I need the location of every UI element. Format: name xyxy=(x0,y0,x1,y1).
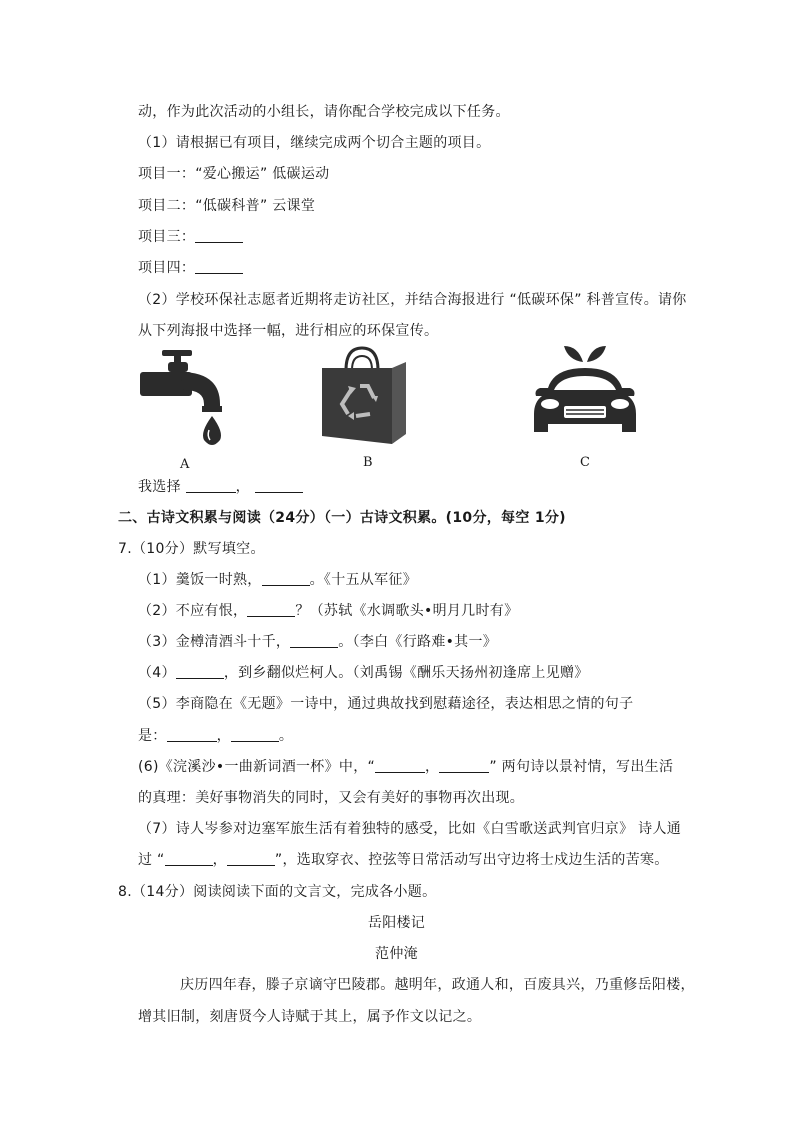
q7-line6-suffix: ” 两句诗以景衬情，写出生活 xyxy=(489,759,674,775)
q7-line3-prefix: （3）金樽清酒斗十千， xyxy=(138,634,291,650)
q7-line2 xyxy=(138,601,518,621)
q7-blank-5[interactable] xyxy=(167,727,217,742)
choose-label: 我选择 xyxy=(138,479,181,495)
task2-prompt-line2: 从下列海报中选择一幅，进行相应的环保宣传。 xyxy=(138,323,439,339)
option-a-label: A xyxy=(180,457,190,472)
section2-heading: 二、古诗文积累与阅读（24分）（一）古诗文积累。(10分，每空 1分) xyxy=(118,510,566,526)
q7-line5: （5）李商隐在《无题》一诗中，通过典故找到慰藉途径，表达相思之情的句子 xyxy=(138,696,634,712)
q7-line4 xyxy=(138,663,589,683)
q7-blank-9[interactable] xyxy=(165,851,213,866)
q7-line6-sep: ， xyxy=(425,759,440,775)
faucet-water-drop-icon xyxy=(140,346,230,451)
q7-line6b: 的真理：美好事物消失的同时，又会有美好的事物再次出现。 xyxy=(138,790,525,806)
task1-item4 xyxy=(138,258,243,278)
q7-title: 7.（10分）默写填空。 xyxy=(118,541,265,557)
eco-car-icon xyxy=(530,344,640,436)
q7-blank-2[interactable] xyxy=(247,602,295,617)
q7-blank-3[interactable] xyxy=(290,633,338,648)
q7-line5b-end: 。 xyxy=(278,728,294,744)
intro-text: 动，作为此次活动的小组长，请你配合学校完成以下任务。 xyxy=(138,104,510,120)
q7-line4-suffix: ，到乡翻似烂柯人。（刘禹锡《酬乐天扬州初逢席上见赠》 xyxy=(223,665,589,681)
essay-para1-line2: 增其旧制，刻唐贤今人诗赋于其上，属予作文以记之。 xyxy=(138,1009,482,1025)
choose-separator: ， xyxy=(235,479,250,495)
q7-line2-prefix: （2）不应有恨， xyxy=(138,603,248,619)
choose-blank-2[interactable] xyxy=(255,478,303,493)
q7-blank-7[interactable] xyxy=(375,758,425,773)
essay-author: 范仲淹 xyxy=(375,946,418,962)
q7-line7b-suffix: ”，选取穿衣、控弦等日常活动写出守边将士戍边生活的苦寒。 xyxy=(274,852,669,868)
task1-item3-blank[interactable] xyxy=(195,228,243,243)
q8-title: 8.（14分）阅读阅读下面的文言文，完成各小题。 xyxy=(118,884,437,900)
q7-line6-prefix: (6)《浣溪沙•一曲新词酒一杯》中，“ xyxy=(138,759,376,775)
q7-blank-6[interactable] xyxy=(231,727,279,742)
q7-line1-prefix: （1）羹饭一时熟， xyxy=(138,572,262,588)
q7-line7b xyxy=(138,850,669,870)
recycle-bag-icon xyxy=(318,344,408,448)
task1-item4-blank[interactable] xyxy=(195,259,243,274)
option-c-label: C xyxy=(580,455,590,470)
task1-prompt: （1）请根据已有项目，继续完成两个切合主题的项目。 xyxy=(138,135,491,151)
q7-line7b-prefix: 过 “ xyxy=(138,852,165,868)
q7-line5b-prefix: 是： xyxy=(138,728,167,744)
q7-line5b xyxy=(138,726,293,746)
q7-line3 xyxy=(138,632,497,652)
q7-blank-10[interactable] xyxy=(227,851,275,866)
task1-item3-label: 项目三： xyxy=(138,229,196,245)
essay-para1-line1: 庆历四年春，滕子京谪守巴陵郡。越明年，政通人和，百废具兴，乃重修岳阳楼， xyxy=(180,977,695,993)
q7-line3-suffix: 。（李白《行路难•其一》 xyxy=(338,634,498,650)
q7-line6 xyxy=(138,757,673,777)
essay-title: 岳阳楼记 xyxy=(367,915,426,931)
q7-line7b-sep: ， xyxy=(212,852,227,868)
task1-item3 xyxy=(138,227,243,247)
q7-line5b-sep: ， xyxy=(216,728,231,744)
task2-prompt-line1: （2）学校环保社志愿者近期将走访社区，并结合海报进行 “低碳环保” 科普宣传。请你 xyxy=(138,292,687,308)
choose-blank-1[interactable] xyxy=(186,478,236,493)
q7-line1 xyxy=(138,570,417,590)
choose-line xyxy=(138,477,303,497)
q7-blank-4[interactable] xyxy=(176,664,224,679)
option-b-label: B xyxy=(363,455,373,470)
q7-line7: （7）诗人岑参对边塞军旅生活有着独特的感受，比如《白雪歌送武判官归京》 诗人通 xyxy=(138,821,682,837)
q7-blank-1[interactable] xyxy=(262,571,310,586)
task1-item1: 项目一：“爱心搬运” 低碳运动 xyxy=(138,166,330,182)
q7-line1-suffix: 。《十五从军征》 xyxy=(309,572,418,588)
q7-line2-suffix: ？（苏轼《水调歌头•明月几时有》 xyxy=(295,603,519,619)
q7-blank-8[interactable] xyxy=(439,758,489,773)
task1-item4-label: 项目四： xyxy=(138,260,196,276)
q7-line4-prefix: （4） xyxy=(138,665,176,681)
task1-item2: 项目二：“低碳科普” 云课堂 xyxy=(138,198,316,214)
